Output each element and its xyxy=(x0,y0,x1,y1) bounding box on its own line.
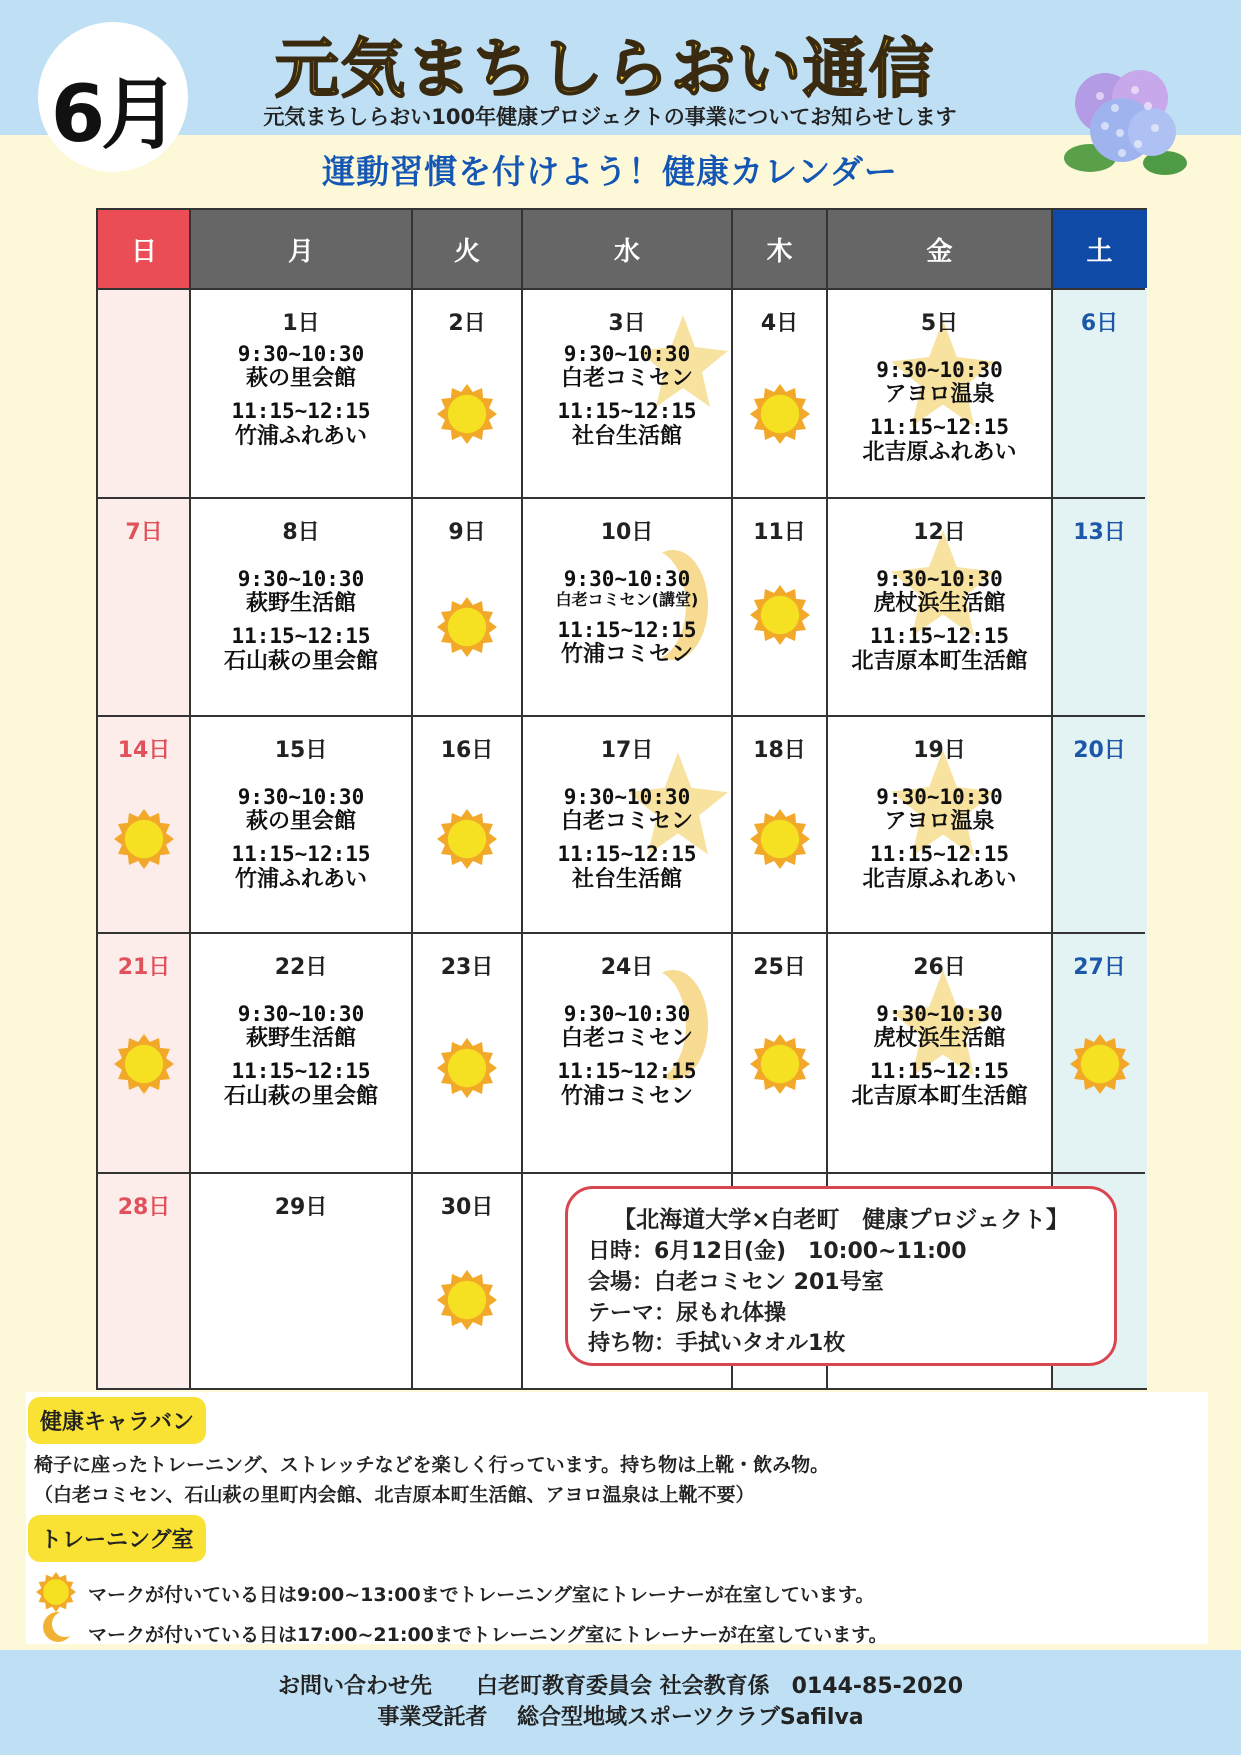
event-schedule: 9:30~10:30 萩野生活館 11:15~12:15 石山萩の里会館 xyxy=(223,567,378,674)
day-cell xyxy=(732,717,827,932)
day-number: 20日 xyxy=(1073,738,1126,763)
caravan-tag: 健康キャラバン xyxy=(28,1397,206,1444)
weekday-header-mon: 月 xyxy=(190,210,412,288)
event-schedule: 9:30~10:30 萩野生活館 11:15~12:15 石山萩の里会館 xyxy=(223,1002,378,1109)
day-number: 3日 xyxy=(608,311,646,336)
day-cell xyxy=(190,290,412,497)
day-number: 5日 xyxy=(920,311,959,336)
event-schedule: 9:30~10:30 虎杖浜生活館 11:15~12:15 北吉原本町生活館 xyxy=(851,1002,1028,1109)
day-number: 26日 xyxy=(913,955,966,980)
day-cell xyxy=(827,290,1052,497)
day-cell xyxy=(732,934,827,1172)
calendar-title: 運動習慣を付けよう！健康カレンダー xyxy=(322,152,898,191)
sun-icon xyxy=(114,809,174,869)
day-number: 4日 xyxy=(760,311,799,336)
day-cell xyxy=(1052,934,1147,1172)
moon-icon xyxy=(38,1610,72,1644)
day-cell xyxy=(190,1174,412,1390)
sun-icon xyxy=(1070,1034,1130,1094)
sun-icon xyxy=(36,1572,76,1612)
day-number: 23日 xyxy=(440,955,494,980)
day-number: 8日 xyxy=(282,520,320,545)
day-number: 6日 xyxy=(1080,311,1119,336)
day-cell xyxy=(412,499,522,715)
day-number: 27日 xyxy=(1073,955,1126,980)
event-schedule: 9:30~10:30 白老コミセン 11:15~12:15 社台生活館 xyxy=(557,785,697,892)
day-cell xyxy=(522,934,732,1172)
day-number: 10日 xyxy=(600,520,654,545)
day-cell xyxy=(827,717,1052,932)
info-box-title: 【北海道大学×白老町 健康プロジェクト】 xyxy=(613,1207,1069,1233)
moon-legend: マークが付いている日は17:00~21:00までトレーニング室にトレーナーが在室しています。 xyxy=(88,1624,888,1646)
day-number: 28日 xyxy=(117,1195,171,1220)
event-schedule: 9:30~10:30 萩の里会館 11:15~12:15 竹浦ふれあい xyxy=(231,785,371,892)
day-cell xyxy=(412,290,522,497)
weekday-header-fri: 金 xyxy=(827,210,1052,288)
day-number: 2日 xyxy=(448,311,486,336)
month-label: 6月 xyxy=(50,70,176,160)
sun-icon xyxy=(750,384,810,444)
day-number: 9日 xyxy=(448,520,486,545)
day-cell xyxy=(732,499,827,715)
sun-icon xyxy=(114,1034,174,1094)
hydrangea-illustration xyxy=(1060,58,1190,183)
sun-icon xyxy=(750,1034,810,1094)
event-schedule: 9:30~10:30 萩の里会館 11:15~12:15 竹浦ふれあい xyxy=(231,342,371,449)
contractor-info: 事業受託者 総合型地域スポーツクラブSafilva xyxy=(377,1705,864,1730)
day-number: 17日 xyxy=(600,738,654,763)
event-info-box xyxy=(565,1186,1117,1366)
day-number: 22日 xyxy=(274,955,328,980)
day-cell xyxy=(522,290,732,497)
day-cell xyxy=(98,934,190,1172)
day-cell xyxy=(412,717,522,932)
day-number: 24日 xyxy=(600,955,654,980)
day-cell xyxy=(732,290,827,497)
day-number: 16日 xyxy=(440,738,494,763)
weekday-header-thu: 木 xyxy=(732,210,827,288)
caravan-description: 椅子に座ったトレーニング、ストレッチなどを楽しく行っています。持ち物は上靴・飲み物。 xyxy=(34,1454,830,1476)
day-number: 25日 xyxy=(753,955,806,980)
contact-info: お問い合わせ先 白老町教育委員会 社会教育係 0144-85-2020 xyxy=(278,1674,963,1699)
training-room-tag: トレーニング室 xyxy=(28,1515,206,1562)
day-number: 29日 xyxy=(274,1195,328,1220)
event-schedule: 9:30~10:30 虎杖浜生活館 11:15~12:15 北吉原本町生活館 xyxy=(851,567,1028,674)
day-cell xyxy=(522,717,732,932)
day-cell xyxy=(98,499,190,715)
weekday-header-sat: 土 xyxy=(1052,210,1147,288)
weekday-header-sun: 日 xyxy=(98,210,190,288)
day-cell xyxy=(827,934,1052,1172)
sun-icon xyxy=(437,1270,497,1330)
info-theme: テーマ：尿もれ体操 xyxy=(588,1300,787,1326)
day-number: 30日 xyxy=(440,1195,494,1220)
day-number: 11日 xyxy=(753,520,806,545)
day-number: 7日 xyxy=(125,520,163,545)
notes-panel xyxy=(26,1392,1208,1644)
event-schedule: 9:30~10:30 白老コミセン(講堂) 11:15~12:15 竹浦コミセン xyxy=(555,567,699,667)
day-number: 19日 xyxy=(913,738,966,763)
day-number: 15日 xyxy=(274,738,328,763)
info-date: 日時：6月12日(金) 10:00~11:00 xyxy=(588,1239,967,1264)
day-cell xyxy=(1052,499,1147,715)
day-cell xyxy=(522,499,732,715)
info-items: 持ち物：手拭いタオル1枚 xyxy=(588,1331,846,1357)
sun-icon xyxy=(437,597,497,657)
day-cell xyxy=(412,1174,522,1390)
sun-icon xyxy=(750,585,810,645)
day-number: 14日 xyxy=(117,738,171,763)
event-schedule: 9:30~10:30 アヨロ温泉 11:15~12:15 北吉原ふれあい xyxy=(862,785,1017,892)
info-venue: 会場：白老コミセン 201号室 xyxy=(588,1269,884,1295)
day-number: 18日 xyxy=(753,738,806,763)
day-number: 12日 xyxy=(913,520,966,545)
day-cell xyxy=(98,717,190,932)
day-cell xyxy=(827,499,1052,715)
sun-icon xyxy=(437,1038,497,1098)
day-cell xyxy=(98,1174,190,1390)
weekday-header-wed: 水 xyxy=(522,210,732,288)
day-number: 1日 xyxy=(282,311,320,336)
day-cell xyxy=(1052,290,1147,497)
sun-legend: マークが付いている日は9:00~13:00までトレーニング室にトレーナーが在室しています。 xyxy=(88,1584,875,1606)
caravan-note: （白老コミセン、石山萩の里町内会館、北吉原本町生活館、アヨロ温泉は上靴不要） xyxy=(34,1484,755,1506)
newsletter-subtitle: 元気まちしらおい100年健康プロジェクトの事業についてお知らせします xyxy=(263,105,957,129)
day-number: 13日 xyxy=(1073,520,1126,545)
newsletter-title: 元気まちしらおい通信 xyxy=(275,33,935,107)
event-schedule: 9:30~10:30 白老コミセン 11:15~12:15 社台生活館 xyxy=(557,342,697,449)
day-cell xyxy=(412,934,522,1172)
event-schedule: 9:30~10:30 白老コミセン 11:15~12:15 竹浦コミセン xyxy=(557,1002,697,1109)
sun-icon xyxy=(437,809,497,869)
sun-icon xyxy=(437,384,497,444)
day-cell xyxy=(190,934,412,1172)
event-schedule: 9:30~10:30 アヨロ温泉 11:15~12:15 北吉原ふれあい xyxy=(862,358,1017,465)
weekday-header-tue: 火 xyxy=(412,210,522,288)
day-number: 21日 xyxy=(117,955,171,980)
sun-icon xyxy=(750,809,810,869)
day-cell xyxy=(190,499,412,715)
day-cell xyxy=(190,717,412,932)
day-cell xyxy=(1052,717,1147,932)
